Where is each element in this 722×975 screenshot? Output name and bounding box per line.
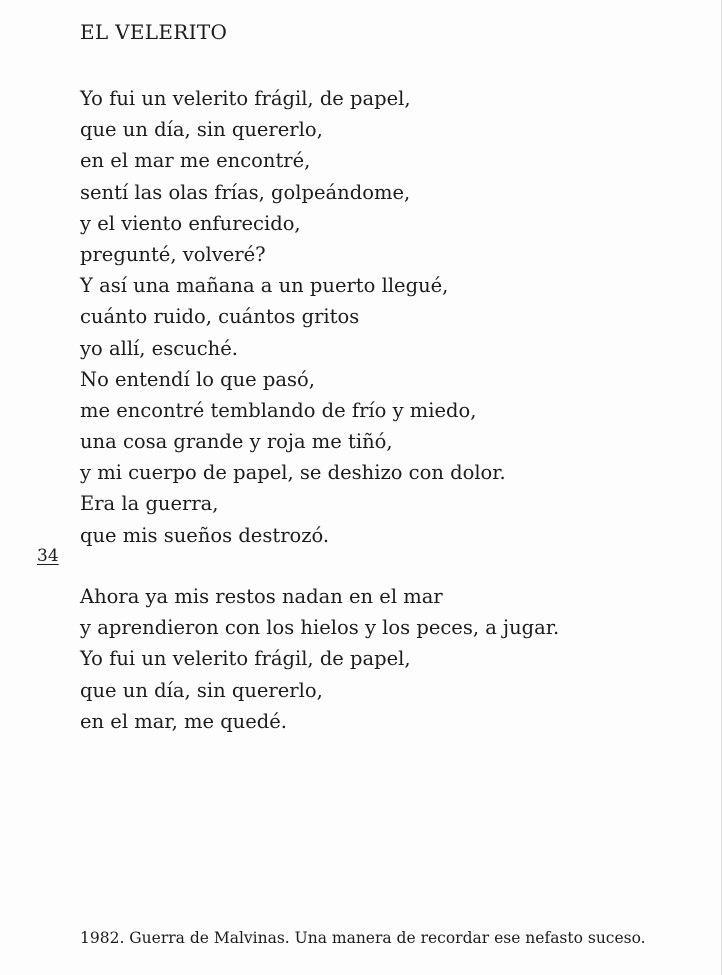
poem-line: Ahora ya mis restos nadan en el mar [80,585,443,608]
footnote: 1982. Guerra de Malvinas. Una manera de recordar ese nefasto suceso. [80,929,646,947]
poem-line: sentí las olas frías, golpeándome, [80,180,411,204]
poem-line: yo allí, escuché. [80,336,238,360]
poem-line: Yo fui un velerito frágil, de papel, [80,87,411,110]
poem-line: y mi cuerpo de papel, se deshizo con dolor. [80,461,506,485]
poem-line: pregunté, volveré? [80,242,266,266]
poem-line: me encontré temblando de frío y miedo, [80,398,477,422]
poem-line: que un día, sin quererlo, [80,678,323,702]
poem-line: una cosa grande y roja me tiñó, [80,430,393,454]
poem-line: que mis sueños destrozó. [80,523,330,547]
poem-line: Era la guerra, [80,492,219,516]
poem-line: que un día, sin quererlo, [80,118,323,142]
poem-title: EL VELERITO [80,20,228,44]
poem-line: cuánto ruido, cuántos gritos [80,305,360,329]
poem-line: Yo fui un velerito frágil, de papel, [80,647,411,671]
poem-line: en el mar me encontré, [80,149,311,173]
poem-line: No entendí lo que pasó, [80,367,315,391]
stanza-1 [80,83,506,551]
page-number: 34 [37,546,59,566]
poem-line: y aprendieron con los hielos y los peces, a jugar. [80,616,560,640]
poem-line: y el viento enfurecido, [80,211,301,235]
poem-line: Y así una mañana a un puerto llegué, [80,274,449,298]
poem-line: en el mar, me quedé. [80,709,287,733]
stanza-2 [80,581,559,737]
